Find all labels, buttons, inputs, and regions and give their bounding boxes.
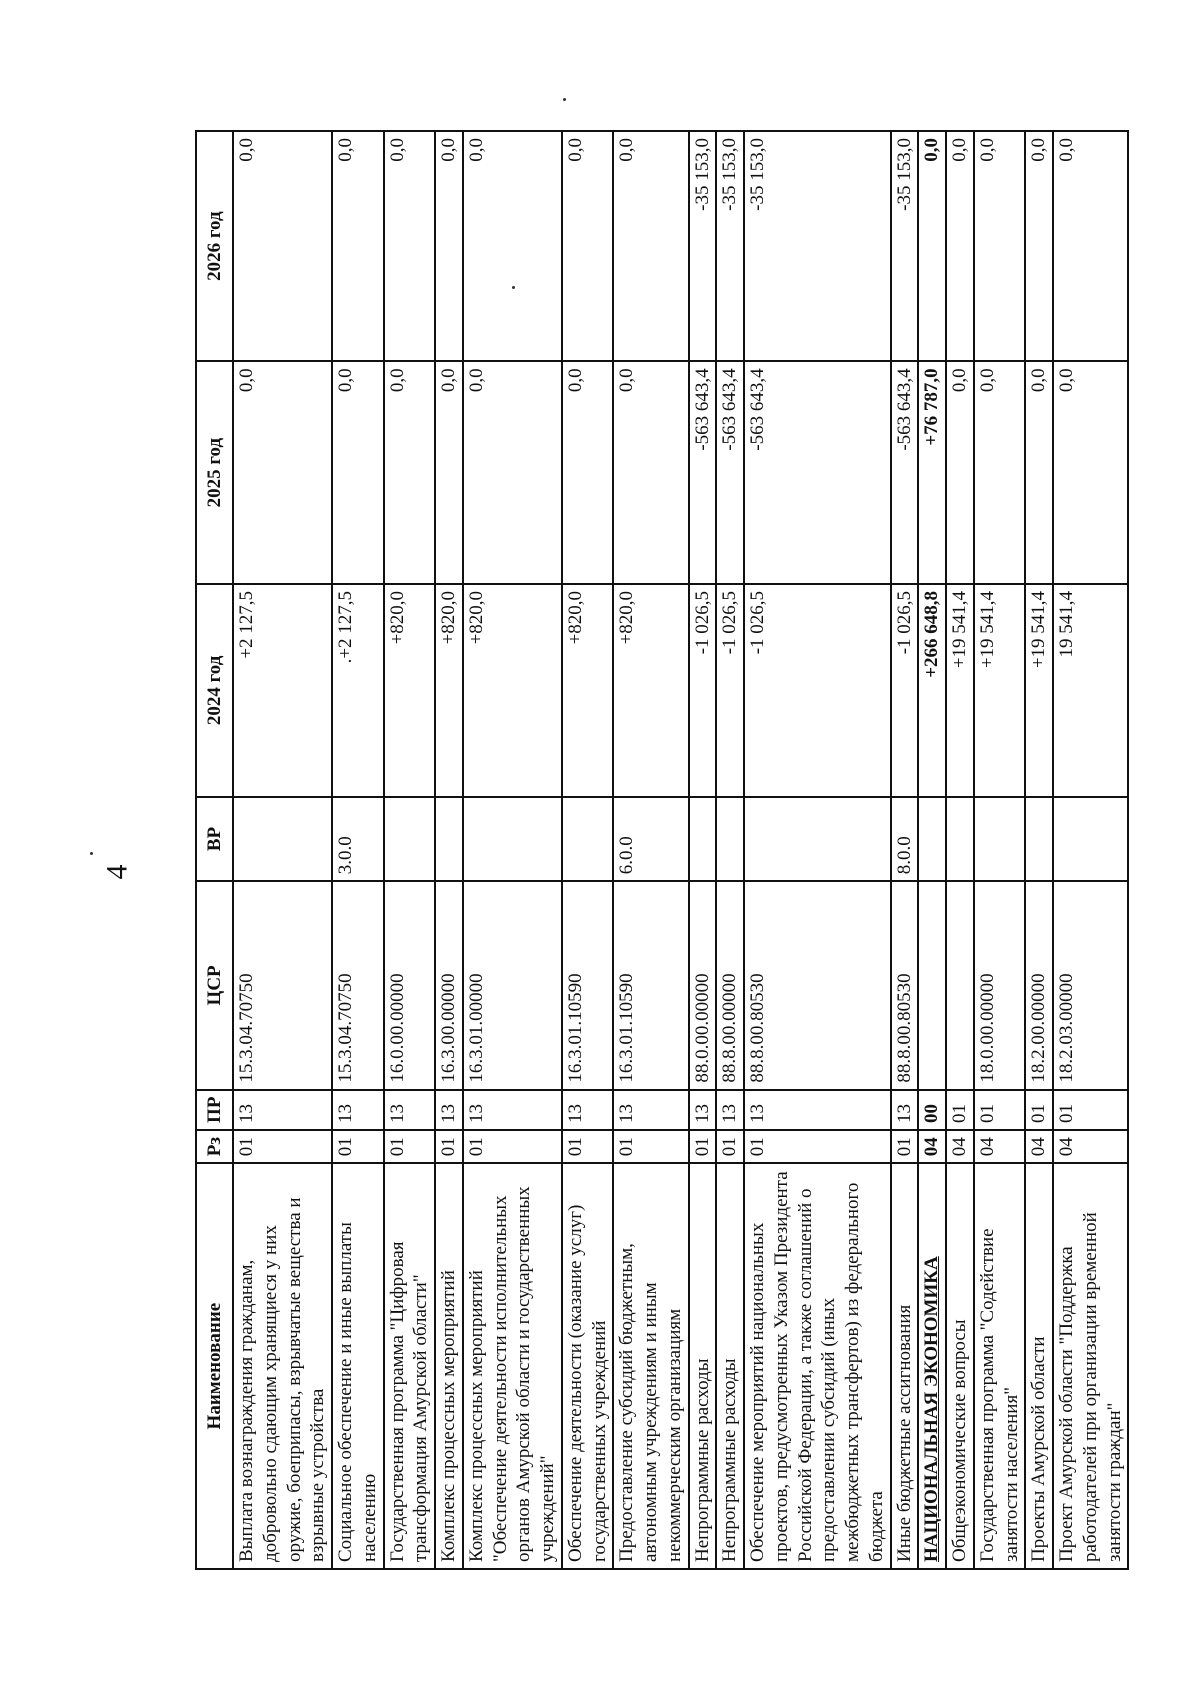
table-body (233, 131, 1128, 1569)
cell-2025: 0,0 (435, 361, 463, 584)
cell-pr: 13 (891, 1090, 919, 1130)
cell-vr (974, 797, 1026, 881)
cell-2025: 0,0 (946, 361, 974, 584)
cell-2025: 0,0 (332, 361, 384, 584)
cell-csr: 16.3.01.00000 (463, 881, 562, 1089)
cell-name: Обеспечение мероприятий национальных проектов, предусмотренных Указом Президента Российской Федерации, а также соглашений о предоставлении субсидий (иных межбюджетных трансфертов) из федерального бюджета (744, 1163, 891, 1569)
cell-csr: 18.0.00.00000 (974, 881, 1026, 1089)
cell-pr: 13 (463, 1090, 562, 1130)
cell-vr (918, 797, 946, 881)
cell-2025: -563 643,4 (689, 361, 717, 584)
cell-pr: 13 (689, 1090, 717, 1130)
cell-csr: 88.8.00.80530 (891, 881, 919, 1089)
cell-rz: 01 (332, 1130, 384, 1163)
cell-pr: 13 (744, 1090, 891, 1130)
budget-table (195, 130, 1129, 1570)
cell-2026: 0,0 (332, 131, 384, 361)
cell-2025: 0,0 (463, 361, 562, 584)
cell-2025: 0,0 (613, 361, 688, 584)
table-row (384, 131, 436, 1569)
cell-2026: 0,0 (435, 131, 463, 361)
rotated-table-frame (195, 130, 1125, 1570)
cell-2024: -1 026,5 (744, 584, 891, 797)
header-rz: Рз (196, 1130, 233, 1163)
cell-rz: 01 (689, 1130, 717, 1163)
cell-2026: -35 153,0 (744, 131, 891, 361)
cell-csr: 16.0.00.00000 (384, 881, 436, 1089)
cell-2024: .+2 127,5 (332, 584, 384, 797)
cell-pr: 01 (946, 1090, 974, 1130)
cell-2024: -1 026,5 (689, 584, 717, 797)
cell-csr: 15.3.04.70750 (332, 881, 384, 1089)
cell-vr (1053, 797, 1128, 881)
cell-2024: +19 541,4 (946, 584, 974, 797)
cell-name: Комплекс процессных мероприятий (435, 1163, 463, 1569)
table-row (891, 131, 919, 1569)
header-2024: 2024 год (196, 584, 233, 797)
cell-2024: -1 026,5 (891, 584, 919, 797)
header-vr: ВР (196, 797, 233, 881)
cell-csr: 88.8.00.00000 (716, 881, 744, 1089)
cell-2025: 0,0 (974, 361, 1026, 584)
cell-2025: -563 643,4 (744, 361, 891, 584)
cell-csr: 16.3.00.00000 (435, 881, 463, 1089)
cell-vr (384, 797, 436, 881)
cell-vr (716, 797, 744, 881)
cell-2025: 0,0 (1025, 361, 1053, 584)
cell-name: НАЦИОНАЛЬНАЯ ЭКОНОМИКА (918, 1163, 946, 1569)
table-row (463, 131, 562, 1569)
cell-csr: 16.3.01.10590 (613, 881, 688, 1089)
cell-rz: 04 (918, 1130, 946, 1163)
cell-vr: 8.0.0 (891, 797, 919, 881)
table-header-row (196, 131, 233, 1569)
cell-2026: 0,0 (613, 131, 688, 361)
cell-name: Непрограммные расходы (716, 1163, 744, 1569)
cell-rz: 04 (946, 1130, 974, 1163)
cell-pr: 13 (613, 1090, 688, 1130)
cell-2026: 0,0 (946, 131, 974, 361)
cell-rz: 01 (891, 1130, 919, 1163)
cell-2025: 0,0 (233, 361, 332, 584)
table-row (562, 131, 614, 1569)
cell-2024: 19 541,4 (1053, 584, 1128, 797)
cell-2026: -35 153,0 (891, 131, 919, 361)
cell-name: Непрограммные расходы (689, 1163, 717, 1569)
cell-pr: 13 (384, 1090, 436, 1130)
cell-2024: +820,0 (562, 584, 614, 797)
cell-vr (435, 797, 463, 881)
cell-csr: 18.2.03.00000 (1053, 881, 1128, 1089)
cell-2024: +820,0 (384, 584, 436, 797)
cell-2026: -35 153,0 (716, 131, 744, 361)
cell-2024: +820,0 (435, 584, 463, 797)
cell-2025: +76 787,0 (918, 361, 946, 584)
cell-vr (946, 797, 974, 881)
table-row (744, 131, 891, 1569)
cell-pr: 13 (233, 1090, 332, 1130)
cell-pr: 01 (1053, 1090, 1128, 1130)
cell-rz: 01 (233, 1130, 332, 1163)
cell-2026: 0,0 (463, 131, 562, 361)
cell-2026: 0,0 (1053, 131, 1128, 361)
cell-2024: +266 648,8 (918, 584, 946, 797)
cell-name: Предоставление субсидий бюджетным, автономным учреждениям и иным некоммерческим организациям (613, 1163, 688, 1569)
cell-rz: 01 (716, 1130, 744, 1163)
page-number: 4 (100, 864, 134, 880)
cell-2026: 0,0 (562, 131, 614, 361)
cell-2026: 0,0 (974, 131, 1026, 361)
cell-rz: 01 (562, 1130, 614, 1163)
cell-vr: 3.0.0 (332, 797, 384, 881)
table-row (946, 131, 974, 1569)
scan-speck (563, 98, 566, 101)
cell-vr (562, 797, 614, 881)
cell-pr: 13 (562, 1090, 614, 1130)
cell-2025: 0,0 (384, 361, 436, 584)
cell-2024: +2 127,5 (233, 584, 332, 797)
cell-2026: -35 153,0 (689, 131, 717, 361)
cell-pr: 00 (918, 1090, 946, 1130)
cell-vr: 6.0.0 (613, 797, 688, 881)
cell-rz: 04 (974, 1130, 1026, 1163)
cell-name: Проект Амурской области "Поддержка работодателей при организации временной занятости граждан" (1053, 1163, 1128, 1569)
cell-2024: -1 026,5 (716, 584, 744, 797)
cell-pr: 13 (716, 1090, 744, 1130)
cell-vr (233, 797, 332, 881)
cell-pr: 13 (332, 1090, 384, 1130)
cell-2025: 0,0 (562, 361, 614, 584)
cell-csr: 88.0.00.00000 (689, 881, 717, 1089)
cell-rz: 01 (744, 1130, 891, 1163)
cell-pr: 01 (974, 1090, 1026, 1130)
cell-rz: 04 (1025, 1130, 1053, 1163)
table-row (613, 131, 688, 1569)
cell-vr (744, 797, 891, 881)
cell-name: Комплекс процессных мероприятий "Обеспечение деятельности исполнительных органов Амурской области и государственных учреждений" (463, 1163, 562, 1569)
cell-2026: 0,0 (233, 131, 332, 361)
cell-2024: +19 541,4 (1025, 584, 1053, 797)
table-row (435, 131, 463, 1569)
cell-rz: 01 (613, 1130, 688, 1163)
table-row (233, 131, 332, 1569)
cell-csr: 88.8.00.80530 (744, 881, 891, 1089)
cell-2024: +820,0 (463, 584, 562, 797)
cell-pr: 13 (435, 1090, 463, 1130)
cell-2025: -563 643,4 (891, 361, 919, 584)
scan-speck (90, 852, 93, 855)
cell-2024: +820,0 (613, 584, 688, 797)
cell-name: Социальное обеспечение и иные выплаты населению (332, 1163, 384, 1569)
cell-rz: 01 (435, 1130, 463, 1163)
cell-rz: 01 (384, 1130, 436, 1163)
table-row (332, 131, 384, 1569)
header-csr: ЦСР (196, 881, 233, 1089)
cell-2026: 0,0 (918, 131, 946, 361)
table-row (1025, 131, 1053, 1569)
table-row (974, 131, 1026, 1569)
table-row (716, 131, 744, 1569)
cell-2026: 0,0 (1025, 131, 1053, 361)
cell-name: Государственная программа "Содействие занятости населения" (974, 1163, 1026, 1569)
header-pr: ПР (196, 1090, 233, 1130)
table-row (918, 131, 946, 1569)
header-2026: 2026 год (196, 131, 233, 361)
cell-csr: 18.2.00.00000 (1025, 881, 1053, 1089)
cell-2026: 0,0 (384, 131, 436, 361)
cell-2025: -563 643,4 (716, 361, 744, 584)
cell-rz: 04 (1053, 1130, 1128, 1163)
header-name: Наименование (196, 1163, 233, 1569)
cell-2024: +19 541,4 (974, 584, 1026, 797)
cell-pr: 01 (1025, 1090, 1053, 1130)
cell-csr (918, 881, 946, 1089)
cell-csr: 16.3.01.10590 (562, 881, 614, 1089)
cell-name: Общеэкономические вопросы (946, 1163, 974, 1569)
table-row (1053, 131, 1128, 1569)
cell-rz: 01 (463, 1130, 562, 1163)
table-row (689, 131, 717, 1569)
cell-vr (1025, 797, 1053, 881)
cell-vr (689, 797, 717, 881)
cell-csr: 15.3.04.70750 (233, 881, 332, 1089)
cell-vr (463, 797, 562, 881)
header-2025: 2025 год (196, 361, 233, 584)
cell-name: Иные бюджетные ассигнования (891, 1163, 919, 1569)
cell-name: Обеспечение деятельности (оказание услуг) государственных учреждений (562, 1163, 614, 1569)
cell-name: Проекты Амурской области (1025, 1163, 1053, 1569)
cell-csr (946, 881, 974, 1089)
cell-2025: 0,0 (1053, 361, 1128, 584)
cell-name: Государственная программа "Цифровая трансформация Амурской области" (384, 1163, 436, 1569)
cell-name: Выплата вознаграждения гражданам, добровольно сдающим хранящиеся у них оружие, боеприпасы, взрывчатые вещества и взрывные устройства (233, 1163, 332, 1569)
